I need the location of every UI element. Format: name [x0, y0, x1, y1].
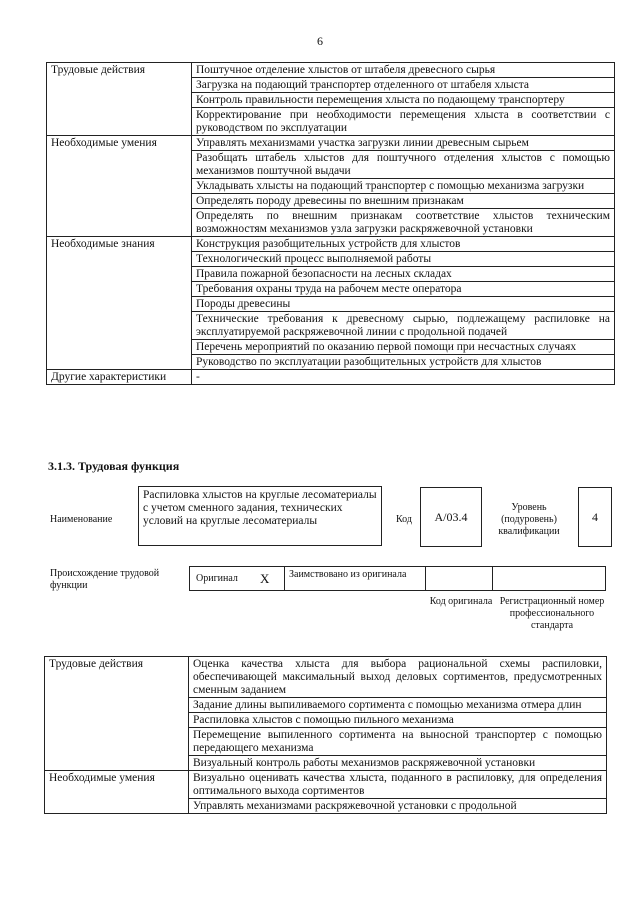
item-text: Управлять механизмами раскряжевочной установки с продольной — [189, 799, 607, 814]
item-text: Визуально оценивать качества хлыста, поданного в распиловку, для определения оптимального выхода сортиментов — [189, 771, 607, 799]
origin-row — [189, 566, 606, 592]
item-text: Разобщать штабель хлыстов для поштучного отделения хлыстов с помощью механизмов поштучной выдачи — [192, 151, 615, 179]
table-row — [47, 370, 615, 385]
qualification-level-value: 4 — [578, 487, 612, 547]
item-text: Контроль правильности перемещения хлыста по подающему транспортеру — [192, 93, 615, 108]
origin-original-cell — [189, 566, 285, 591]
category-label: Необходимые знания — [47, 237, 192, 370]
origin-borrowed-cell — [284, 566, 426, 591]
page-number: 6 — [317, 34, 323, 48]
origin-label: Происхождение трудовой функции — [50, 568, 160, 591]
table-row — [45, 657, 607, 698]
function-code-value: А/03.4 — [420, 487, 482, 547]
reg-number-caption: Регистрационный номер профессионального стандарта — [499, 596, 605, 631]
function-name-value: Распиловка хлыстов на круглые лесоматериалы с учетом сменного задания, технических условий на круглые лесоматериалы — [138, 486, 382, 546]
original-label: Оригинал — [196, 573, 238, 584]
item-text: Конструкция разобщительных устройств для хлыстов — [192, 237, 615, 252]
origin-code-cell — [425, 566, 493, 591]
category-label: Трудовые действия — [45, 657, 189, 771]
labor-functions-table-2 — [44, 656, 607, 814]
item-text: Технические требования к древесному сырью, подлежащему распиловке на эксплуатируемой раскряжевочной линии с продольной подачей — [192, 312, 615, 340]
code-original-caption: Код оригинала — [429, 596, 493, 607]
code-label: Код — [396, 514, 412, 525]
category-label: Необходимые умения — [45, 771, 189, 814]
name-label: Наименование — [50, 514, 113, 525]
item-text: - — [192, 370, 615, 385]
item-text: Визуальный контроль работы механизмов раскряжевочной установки — [189, 756, 607, 771]
category-label: Другие характеристики — [47, 370, 192, 385]
origin-reg-number-cell — [492, 566, 606, 591]
table-row — [47, 237, 615, 252]
item-text: Перечень мероприятий по оказанию первой помощи при несчастных случаях — [192, 340, 615, 355]
item-text: Определять породу древесины по внешним признакам — [192, 194, 615, 209]
table-row — [47, 63, 615, 78]
item-text: Поштучное отделение хлыстов от штабеля древесного сырья — [192, 63, 615, 78]
labor-functions-table-1 — [46, 62, 615, 385]
item-text: Загрузка на подающий транспортер отделенного от штабеля хлыста — [192, 78, 615, 93]
category-label: Трудовые действия — [47, 63, 192, 136]
item-text: Технологический процесс выполняемой работы — [192, 252, 615, 267]
item-text: Оценка качества хлыста для выбора рациональной схемы распиловки, обеспечивающей максимальный выход деловых сортиментов, предусмотренных сменным заданием — [189, 657, 607, 698]
item-text: Задание длины выпиливаемого сортимента с помощью механизма отмера длин — [189, 698, 607, 713]
section-title: 3.1.3. Трудовая функция — [48, 459, 180, 473]
item-text: Перемещение выпиленного сортимента на выносной транспортер с помощью передающего механизма — [189, 728, 607, 756]
category-label: Необходимые умения — [47, 136, 192, 237]
item-text: Укладывать хлысты на подающий транспортер с помощью механизма загрузки — [192, 179, 615, 194]
qualification-level-label: Уровень (подуровень) квалификации — [498, 502, 560, 537]
item-text: Управлять механизмами участка загрузки линии древесным сырьем — [192, 136, 615, 151]
item-text: Руководство по эксплуатации разобщительных устройств для хлыстов — [192, 355, 615, 370]
item-text: Правила пожарной безопасности на лесных складах — [192, 267, 615, 282]
borrowed-label: Заимствовано из оригинала — [289, 569, 407, 580]
table-row — [45, 771, 607, 799]
table-row — [47, 136, 615, 151]
item-text: Корректирование при необходимости перемещения хлыста в соответствии с руководством по эксплуатации — [192, 108, 615, 136]
original-mark: Х — [260, 571, 270, 586]
item-text: Требования охраны труда на рабочем месте оператора — [192, 282, 615, 297]
item-text: Распиловка хлыстов с помощью пильного механизма — [189, 713, 607, 728]
item-text: Породы древесины — [192, 297, 615, 312]
item-text: Определять по внешним признакам соответствие хлыстов техническим возможностям механизмов узла загрузки раскряжевочной установки — [192, 209, 615, 237]
